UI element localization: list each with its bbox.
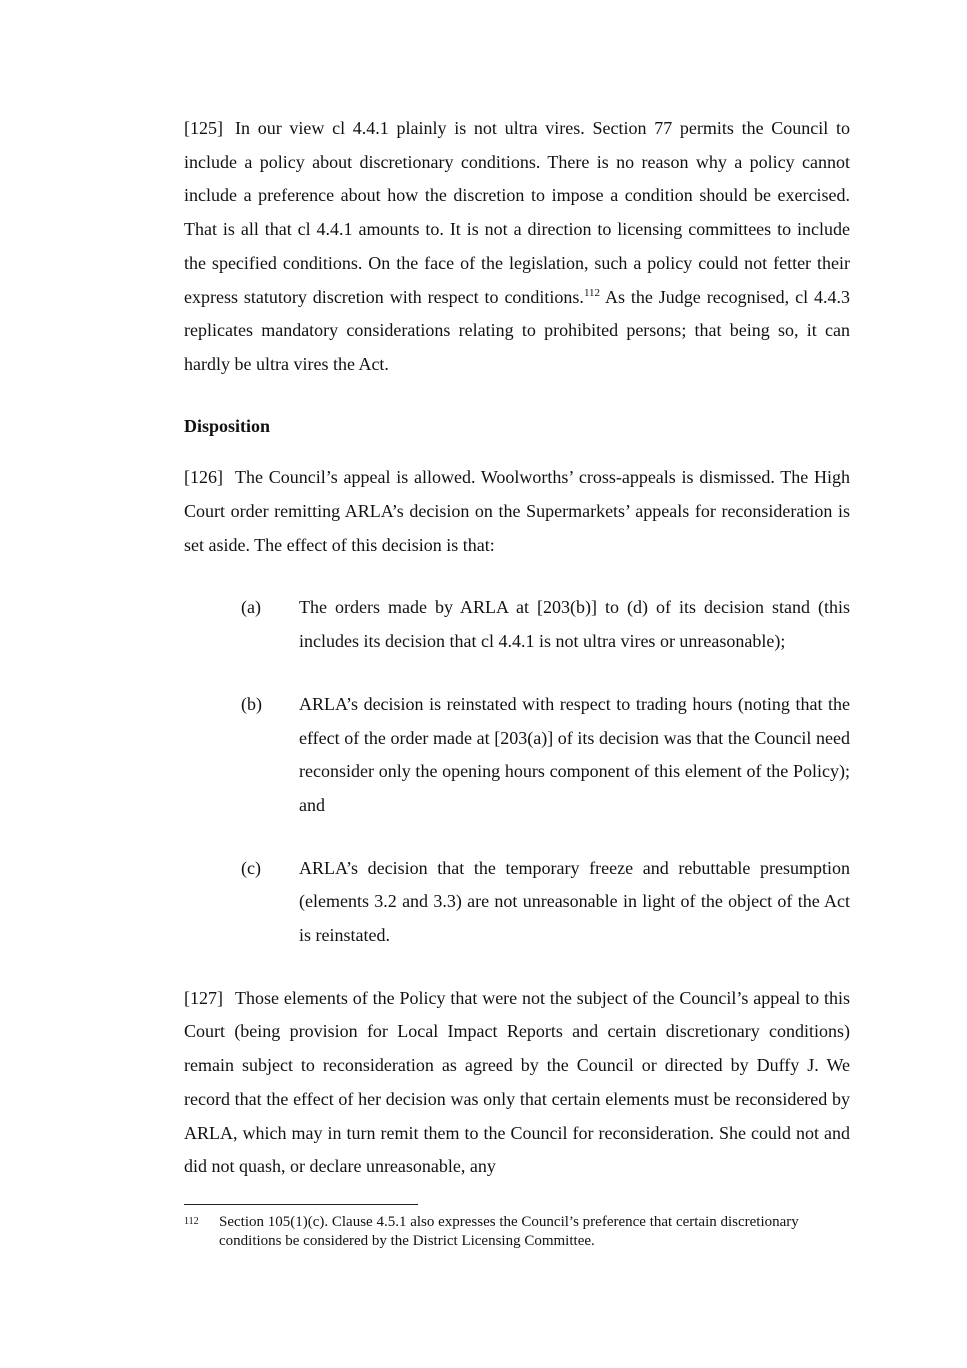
footnote-reference: 112 bbox=[583, 286, 601, 299]
list-item-label: (c) bbox=[241, 857, 261, 878]
list-item-text: ARLA’s decision that the temporary freeze and rebuttable presumption (elements 3.2 and 3.3) are not unreasonable in light of the object of the Act is reinstated. bbox=[299, 857, 850, 946]
footnote-separator bbox=[184, 1204, 418, 1205]
list-item-b bbox=[184, 688, 850, 823]
list-item-a bbox=[184, 591, 850, 658]
list-item-c bbox=[184, 852, 850, 953]
list-item-label: (a) bbox=[241, 597, 261, 618]
footnote-text: Section 105(1)(c). Clause 4.5.1 also expresses the Council’s preference that certain discretionary conditions be considered by the District Licensing Committee. bbox=[219, 1214, 799, 1249]
judgment-body bbox=[184, 112, 850, 1184]
paragraph-text: The Council’s appeal is allowed. Woolworths’ cross-appeals is dismissed. The High Court order remitting ARLA’s decision on the Supermarkets’ appeals for reconsideration is set aside. The effect of this decision is that: bbox=[184, 467, 850, 555]
paragraph-125 bbox=[184, 112, 850, 382]
footnote-number: 112 bbox=[184, 1216, 199, 1227]
list-item-text: The orders made by ARLA at [203(b)] to (d) of its decision stand (this includes its decision that cl 4.4.1 is not ultra vires or unreasonable); bbox=[299, 597, 850, 652]
paragraph-text: Those elements of the Policy that were not the subject of the Council’s appeal to this Court (being provision for Local Impact Reports and certain discretionary conditions) remain subject to reconsideration as agreed by the Council or directed by Duffy J. We record that the effect of her decision was only that certain elements must be reconsidered by ARLA, which may in turn remit them to the Council for reconsideration. She could not and did not quash, or declare unreasonable, any bbox=[184, 987, 850, 1177]
paragraph-126 bbox=[184, 461, 850, 562]
footnote-112 bbox=[184, 1213, 850, 1250]
list-item-label: (b) bbox=[241, 693, 262, 714]
list-item-text: ARLA’s decision is reinstated with respect to trading hours (noting that the effect of the order made at [203(a)] of its decision was that the Council need reconsider only the opening hours component of this element of the Policy); and bbox=[299, 693, 850, 815]
paragraph-number: [127] bbox=[184, 987, 223, 1008]
paragraph-text: In our view cl 4.4.1 plainly is not ultra vires. Section 77 permits the Council to include a policy about discretionary conditions. There is no reason why a policy cannot include a preference about how the discretion to impose a condition should be exercised. That is all that cl 4.4.1 amounts to. It is not a direction to licensing committees to include the specified conditions. On the face of the legislation, such a policy could not fetter their express statutory discretion with respect to conditions. bbox=[184, 118, 850, 307]
paragraph-text-continued: As the Judge recognised, cl 4.4.3 replicates mandatory considerations relating to prohibited persons; that being so, it can hardly be ultra vires the Act. bbox=[184, 286, 851, 374]
section-heading-disposition: Disposition bbox=[184, 415, 271, 436]
paragraph-number: [126] bbox=[184, 467, 223, 488]
paragraph-number: [125] bbox=[184, 118, 223, 138]
paragraph-127 bbox=[184, 982, 850, 1184]
